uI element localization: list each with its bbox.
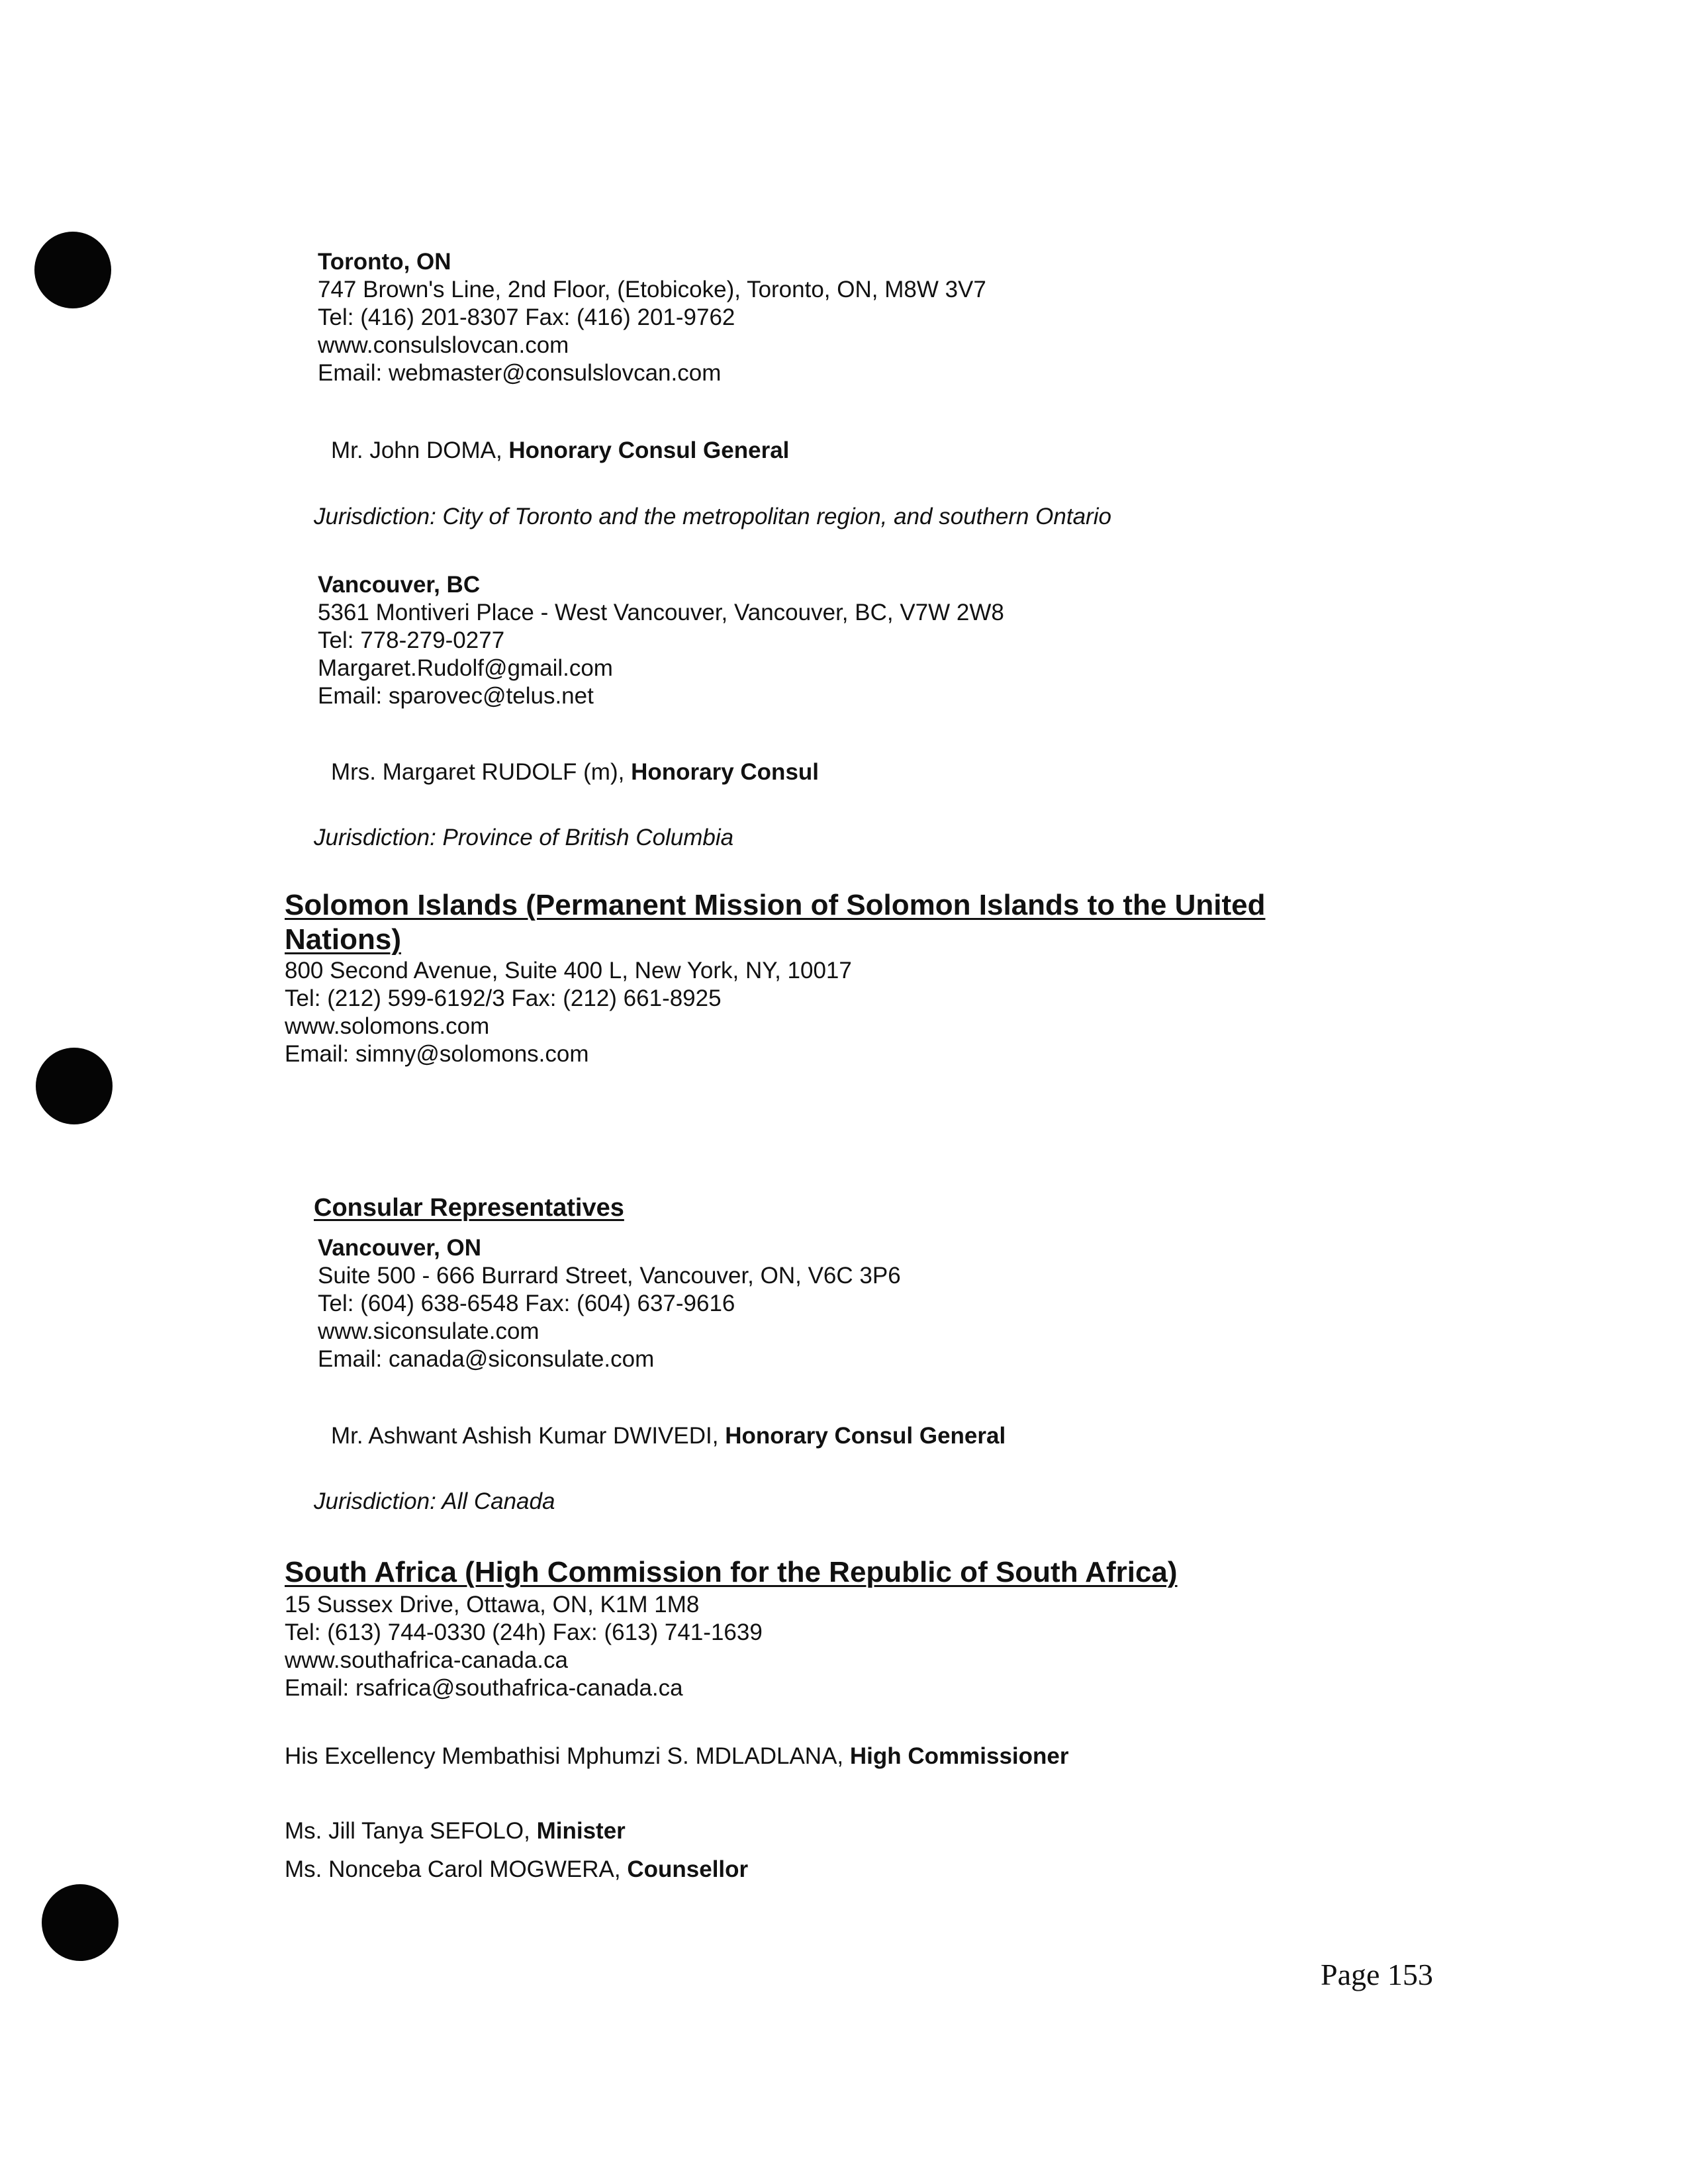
consulate-address: 747 Brown's Line, 2nd Floor, (Etobicoke), Toronto, ON, M8W 3V7 [318, 277, 986, 302]
consul-name: Mrs. Margaret RUDOLF (m), [331, 759, 625, 785]
consular-representatives-heading: Consular Representatives [314, 1194, 624, 1222]
staff-title: Counsellor [627, 1856, 749, 1882]
punch-hole-top [34, 232, 111, 308]
consulate-tel-fax: Tel: 778-279-0277 [318, 627, 505, 653]
mission-email: Email: simny@solomons.com [285, 1041, 589, 1067]
consul-name: Mr. John DOMA, [331, 437, 502, 463]
mission-website: www.solomons.com [285, 1013, 490, 1039]
consulate-email: Email: webmaster@consulslovcan.com [318, 360, 722, 386]
mission-website: www.southafrica-canada.ca [285, 1647, 568, 1673]
consulate-city: Vancouver, ON [318, 1235, 482, 1261]
mission-address: 15 Sussex Drive, Ottawa, ON, K1M 1M8 [285, 1592, 700, 1617]
consulate-website: Margaret.Rudolf@gmail.com [318, 655, 613, 681]
staff-name: Ms. Nonceba Carol MOGWERA, [285, 1856, 621, 1882]
consulate-vancouver-on [318, 1234, 901, 1373]
mission-tel-fax: Tel: (212) 599-6192/3 Fax: (212) 661-8925 [285, 985, 722, 1011]
jurisdiction-text: Jurisdiction: Province of British Columbia [314, 825, 734, 850]
country-heading-solomon-islands: Solomon Islands (Permanent Mission of Solomon Islands to the United Nations) [285, 889, 1266, 956]
consul-entry [331, 437, 789, 465]
staff-title: Minister [536, 1818, 626, 1844]
staff-entry [285, 1743, 1068, 1770]
page-number: Page 153 [1321, 1958, 1433, 1991]
consulate-website: www.siconsulate.com [318, 1318, 539, 1344]
consulate-city: Vancouver, BC [318, 572, 481, 598]
consul-entry [331, 1422, 1006, 1450]
consul-entry [331, 758, 819, 786]
consulate-tel-fax: Tel: (416) 201-8307 Fax: (416) 201-9762 [318, 304, 735, 330]
mission-contact-solomon-islands [285, 957, 852, 1068]
staff-name: Ms. Jill Tanya SEFOLO, [285, 1818, 530, 1844]
consulate-tel-fax: Tel: (604) 638-6548 Fax: (604) 637-9616 [318, 1291, 735, 1316]
mission-tel-fax: Tel: (613) 744-0330 (24h) Fax: (613) 741-1639 [285, 1619, 763, 1645]
consulate-email: Email: canada@siconsulate.com [318, 1346, 655, 1372]
consul-title: Honorary Consul General [725, 1423, 1006, 1449]
staff-title: High Commissioner [849, 1743, 1069, 1769]
consulate-vancouver-bc [318, 571, 1004, 710]
mission-email: Email: rsafrica@southafrica-canada.ca [285, 1675, 683, 1701]
consulate-address: Suite 500 - 666 Burrard Street, Vancouver, ON, V6C 3P6 [318, 1263, 901, 1289]
punch-hole-middle [36, 1048, 113, 1124]
consulate-city: Toronto, ON [318, 249, 451, 275]
consul-title: Honorary Consul [631, 759, 820, 785]
mission-address: 800 Second Avenue, Suite 400 L, New York, NY, 10017 [285, 958, 852, 983]
consulate-email: Email: sparovec@telus.net [318, 683, 594, 709]
consulate-address: 5361 Montiveri Place - West Vancouver, Vancouver, BC, V7W 2W8 [318, 600, 1004, 625]
staff-entry [285, 1856, 748, 1884]
staff-name: His Excellency Membathisi Mphumzi S. MDLADLANA, [285, 1743, 844, 1769]
consul-title: Honorary Consul General [508, 437, 790, 463]
mission-contact-south-africa [285, 1591, 763, 1702]
punch-hole-bottom [42, 1884, 118, 1961]
staff-entry [285, 1817, 626, 1845]
jurisdiction-text: Jurisdiction: All Canada [314, 1488, 555, 1514]
jurisdiction-text: Jurisdiction: City of Toronto and the metropolitan region, and southern Ontario [314, 504, 1111, 529]
consul-name: Mr. Ashwant Ashish Kumar DWIVEDI, [331, 1423, 719, 1449]
consulate-website: www.consulslovcan.com [318, 332, 569, 358]
country-heading-south-africa: South Africa (High Commission for the Republic of South Africa) [285, 1556, 1178, 1588]
consulate-toronto [318, 248, 986, 387]
